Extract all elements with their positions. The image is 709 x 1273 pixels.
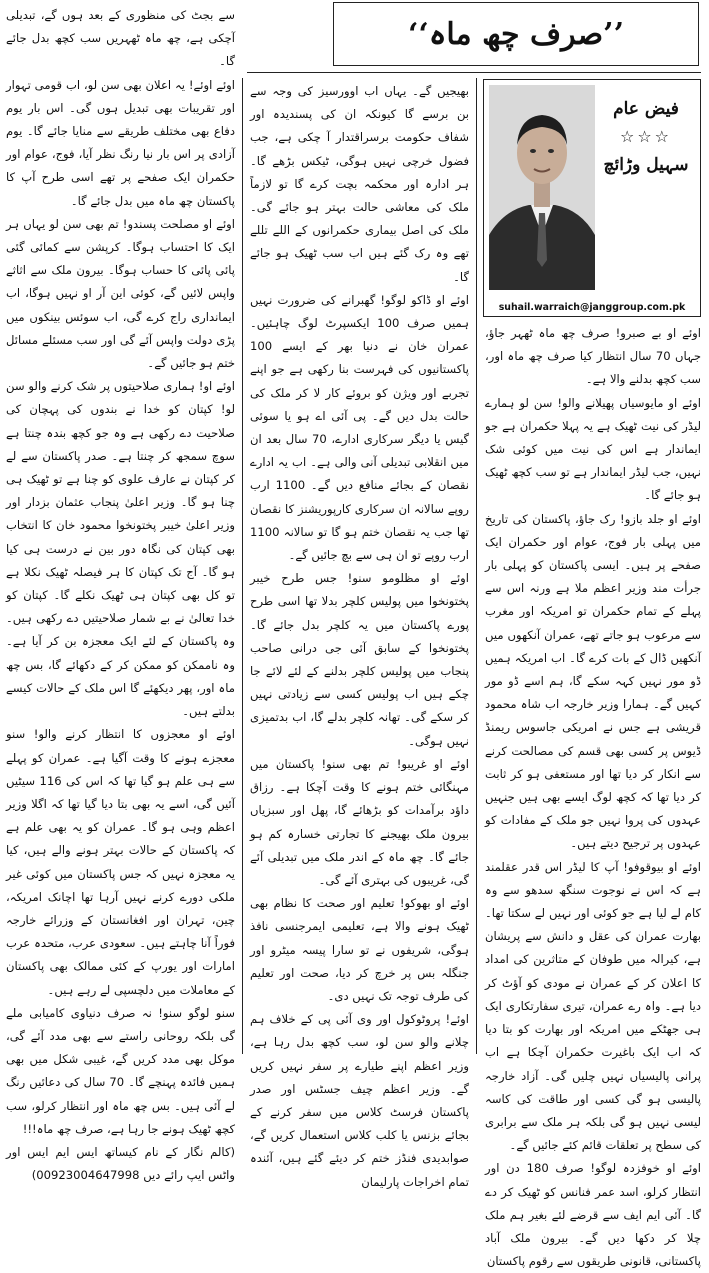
paragraph: اوئے او مصلحت پسندو! تم بھی سن لو یہاں ہر ایک کا احتساب ہوگا۔ کرپشن سے کمائی گئی پائی پائی کا حساب ہوگا۔ بیرون ملک سے اثاثے واپس لائیں گے، کوئی این آر او نہیں ہوگا، اب ایمانداری راج کرے گی، اب سوئس بینکوں میں پڑی دولت واپس آئے گی اور سب مسئلے مسائل ختم ہو جائیں گے۔ [6, 216, 235, 371]
column-divider [476, 78, 477, 1054]
column-title [333, 2, 699, 66]
paragraph: اوئے او معجزوں کا انتظار کرنے والو! سنو معجزے ہونے کا وقت آگیا ہے۔ عمران کو پہلے سے ہی علم ہو گیا تھا کہ اس کی 116 سیٹیں آئیں گی، اسے یہ بھی بتا دیا گیا تھا کہ اگلا وزیر اعظم وہی ہو گا۔ عمران کو یہ بھی علم ہے کہ پاکستان کے حالات بہتر ہونے والے ہیں، کیا یہ معجزہ نہیں کہ جس پاکستان میں کوئی غیر ملکی دورے کرنے نہیں آرہا تھا اچانک امریکہ، چین، تہران اور افغانستان کے وزرائے خارجہ فوراً آنا چاہتے ہیں۔ سعودی عرب، متحدہ عرب امارات اور یورپ کے کئی ممالک بھی پاکستان کے معاملات میں دلچسپی لے رہے ہیں۔ [6, 727, 235, 997]
author-box [483, 79, 701, 317]
stars-ornament: ☆☆☆ [619, 127, 673, 146]
columnist-name: سہیل وڑائچ [603, 155, 689, 175]
left-column [6, 4, 235, 1183]
paragraph: اوئے اوئے! یہ اعلان بھی سن لو، اب قومی تہوار اور تقریبات بھی تبدیل ہوں گی۔ اس بار یوم دفاع بھی مختلف طریقے سے منایا جائے گا۔ یوم آزادی پر اس بار نیا رنگ نظر آیا، فوج، عوام اور حکمران ایک صفحے پر تھے اسی طرح آپ کا پاکستان چھ ماہ میں بدل جائے گا۔ [6, 77, 235, 208]
paragraph: سنو لوگو سنو! نہ صرف دنیاوی کامیابی ملے گی بلکہ روحانی راستے سے بھی مدد آئے گی، موکل بھی مدد کریں گے، غیبی شکل میں بھی ہمیں فائدہ پہنچے گا۔ 70 سال کی دعائیں رنگ لے آئی ہیں۔ بس چھ ماہ اور انتظار کرلو، سب کچھ ٹھیک ہونے جا رہا ہے، صرف چھ ماہ!!! [6, 1005, 235, 1136]
paragraph: اوئے او بے صبرو! صرف چھ ماہ ٹھہر جاؤ، جہاں 70 سال انتظار کیا صرف چھ ماہ اور، سب کچھ بدلنے والا ہے۔ [485, 326, 701, 387]
author-photo [489, 85, 595, 290]
header-divider [247, 72, 701, 73]
paragraph: اوئے او خوفزدہ لوگو! صرف 180 دن اور انتظار کرلو، اسد عمر فنانس کو ٹھیک کر دے گا۔ آئی ایم ایف سے قرضے لئے بغیر ہم ملک چلا کر دکھا دیں گے۔ بیرون ملک آباد پاکستانی، قانونی طریقوں سے رقوم پاکستان [485, 1161, 702, 1269]
paragraph: اوئے او ڈاکو لوگو! گھبرانے کی ضرورت نہیں ہمیں صرف 100 ایکسپرٹ لوگ چاہئیں۔ عمران خان نے دنیا بھر کے ایسے 100 پاکستانیوں کی فہرست بنا رکھی ہے جو اپنے تجربے اور ویژن کو بروئے کار لا کر ملک کی حالت بدل دیں گے۔ پی آئی اے ہو یا سوئی گیس یا دیگر سرکاری ادارے، 70 سال بعد ان میں انقلابی تبدیلی آنی والی ہے۔ اب یہ ادارے نقصان کے بجائے منافع دیں گے۔ 1100 ارب روپے سالانہ ان سرکاری کارپوریشنز کا نقصان تھا جب یہ نقصان ختم ہو گا تو سالانہ 1100 ارب روپے تو ان ہی سے بچ جائیں گے۔ [250, 292, 470, 563]
author-email: suhail.warraich@janggroup.com.pk [498, 302, 686, 313]
paragraph: بھیجیں گے۔ یہاں اب اوورسیز کی وجہ سے بن برسے گا کیونکہ ان کی پسندیدہ اور شفاف حکومت برسراقتدار آ چکی ہے، جب فضول خرچی نہیں ہوگی، ٹیکس بڑھے گا۔ ہر ادارہ اور محکمہ بچت کرے گا تو لازماً ملک کی معاشی حالت بہتر ہو جائے گی۔ ملک کی اصل بیماری حکمرانوں کے اللے تللے تھے وہ رک گئے ہیں اب سب ٹھیک ہو جائے گا۔ [250, 84, 469, 284]
paragraph: اوئے او بیوقوفو! آپ کا لیڈر اس قدر عقلمند ہے کہ اس نے نوجوت سنگھ سدھو سے وہ کام لے لیا ہے جو کوئی اور نہیں لے سکتا تھا۔ بھارت عمران کی عقل و دانش سے پریشان ہے، کیرالہ میں طوفان کے متاثرین کی امداد کا اعلان کر کے عمران نے مودی کو آؤٹ کر دیا ہے۔ واہ رے عمران، تیری سفارتکاری ایک ہی جھٹکے میں امریکہ اور بھارت کو بتا دیا کہ اب ایک باغیرت حکمران آچکا ہے اب پرانی پالیسیاں نہیں چلیں گی۔ آزاد خارجہ پالیسی ہو گی کسی اور طاقت کی کاسہ لیسی نہیں ہو گی بلکہ ہر ملک سے برابری کی سطح پر تعلقات قائم کئے جائیں گے۔ [485, 859, 701, 1153]
author-byline [598, 96, 694, 178]
paragraph: اوئے او غریبو! تم بھی سنو! پاکستان میں مہنگائی ختم ہونے کا وقت آچکا ہے۔ رزاق داؤد برآمدات کو بڑھائے گا، پھل اور سبزیاں بیرون ملک بھیجنے کا تجارتی خسارہ کم ہو جائے گا۔ چھ ماہ کے اندر ملک میں تبدیلی آئے گی، غریبوں کی بہتری آئے گی۔ [250, 756, 469, 887]
paragraph: اوئے او مظلومو سنو! جس طرح خیبر پختونخوا میں پولیس کلچر بدلا تھا اسی طرح پورے پاکستان میں یہ کلچر بدل جائے گا۔ پختونخوا کے سابق آئی جی درانی صاحب پنجاب میں پولیس کلچر بدلنے کے لئے لائے جا چکے ہیں اب پولیس کسی سے زیادتی نہیں کر سکے گی۔ تھانہ کلچر بدلے گا، اب بدتمیزی نہیں ہوگی۔ [250, 571, 469, 748]
column-name: فیض عام [613, 99, 679, 119]
title-text: ’’صرف چھ ماہ‘‘ [407, 16, 625, 52]
paragraph: اوئے او جلد بازو! رک جاؤ، پاکستان کی تاریخ میں پہلی بار فوج، عوام اور حکمران ایک صفحے پر ہیں۔ ایسی پاکستان کو پہلی بار جرأت مند وزیر اعظم ملا ہے ورنہ اس سے پہلے کے تمام حکمران تو امریکہ اور مغرب سے مرعوب ہو جاتے تھے، عمران آنکھوں میں آنکھیں ڈال کے بات کرے گا۔ اب امریکہ ہمیں ڈو مور نہیں کہہ سکے گا، ہم اسے ڈو مور کہیں گے۔ ہمارا وزیر خارجہ اب شاہ محمود قریشی ہے جس نے امریکی جاسوس ریمنڈ ڈیوس پر کسی بھی قسم کی مصالحت کرنے سے انکار کر دیا تھا اور مستعفی ہو کر ثابت کر دیا تھا کہ کچھ لوگ ایسے بھی ہیں جنہیں عہدوں کی پروا نہیں جو ملک کے مفادات کو عہدوں پر ترجیح دیتے ہیں۔ [485, 511, 701, 851]
paragraph: سے بجٹ کی منظوری کے بعد ہوں گے، تبدیلی آچکی ہے، چھ ماہ ٹھہریں سب کچھ بدل جائے گا۔ [6, 8, 235, 69]
paragraph: اوئے او مایوسیاں پھیلانے والو! سن لو ہمارے لیڈر کی نیت ٹھیک ہے یہ پہلا حکمران ہے جو ایماندار ہے اس کی نیت میں کوئی شک نہیں، جب لیڈر ایماندار ہے تو سب کچھ ٹھیک ہو جائے گا۔ [485, 395, 701, 503]
column-divider [242, 78, 243, 1054]
contact-note: (کالم نگار کے نام کیساتھ ایس ایم ایس اور واٹس ایپ رائے دیں 00923004647998) [6, 1144, 235, 1183]
paragraph: اوئے او! ہماری صلاحیتوں پر شک کرنے والو سن لو! کپتان کو خدا نے بندوں کی پہچان کی صلاحیت دے رکھی ہے وہ جو کچھ بندہ چنتا ہے سوچ سمجھ کر چنتا ہے۔ صدر پاکستان سے لے کر کپتان نے عارف علوی کو چنا ہے تو ٹھیک ہی چنا ہو گا۔ وزیر اعلیٰ پنجاب عثمان بزدار اور وزیر اعلیٰ خیبر پختونخوا محمود خان کا انتخاب بھی کپتان کی نگاہ دور بین نے درست ہی کیا ہو گا۔ آج تک کپتان کا ہر فیصلہ ٹھیک نکلا ہے تو کل بھی کپتان ہی ٹھیک نکلے گا۔ کپتان کو خدا تعالیٰ نے بے شمار صلاحیتیں دے رکھی ہیں۔ وہ پاکستان کے لئے ایک معجزہ بن کر آیا ہے۔ وہ ناممکن کو ممکن کر کے دکھائے گا، بس چھ ماہ اور، پھر دیکھئے گا اس ملک کے حالات کیسے بدلتے ہیں۔ [6, 379, 235, 719]
paragraph: اوئے او بھوکو! تعلیم اور صحت کا نظام بھی ٹھیک ہونے والا ہے، تعلیمی ایمرجنسی نافذ ہوگی، شریفوں نے تو سارا پیسہ میٹرو اور جنگلہ بس پر خرچ کر دیا، صحت اور تعلیم کی طرف توجہ تک نہیں دی۔ [250, 896, 469, 1003]
paragraph: اوئے! پروٹوکول اور وی آئی پی کے خلاف ہم چلانے والو سن لو، سب کچھ بدل رہا ہے، وزیر اعظم اپنے طیارے پر سفر نہیں کریں گے۔ وزیر اعظم چیف جسٹس اور صدر پاکستان فرسٹ کلاس میں سفر کرنے کے بجائے بزنس یا کلب کلاس استعمال کریں گے، صوابدیدی فنڈز ختم کر دیئے گئے ہیں، آئندہ تمام اخراجات پارلیمان [250, 1012, 469, 1189]
author-portrait-graphic [489, 85, 595, 290]
right-column [485, 322, 702, 1269]
middle-column [250, 80, 470, 1189]
